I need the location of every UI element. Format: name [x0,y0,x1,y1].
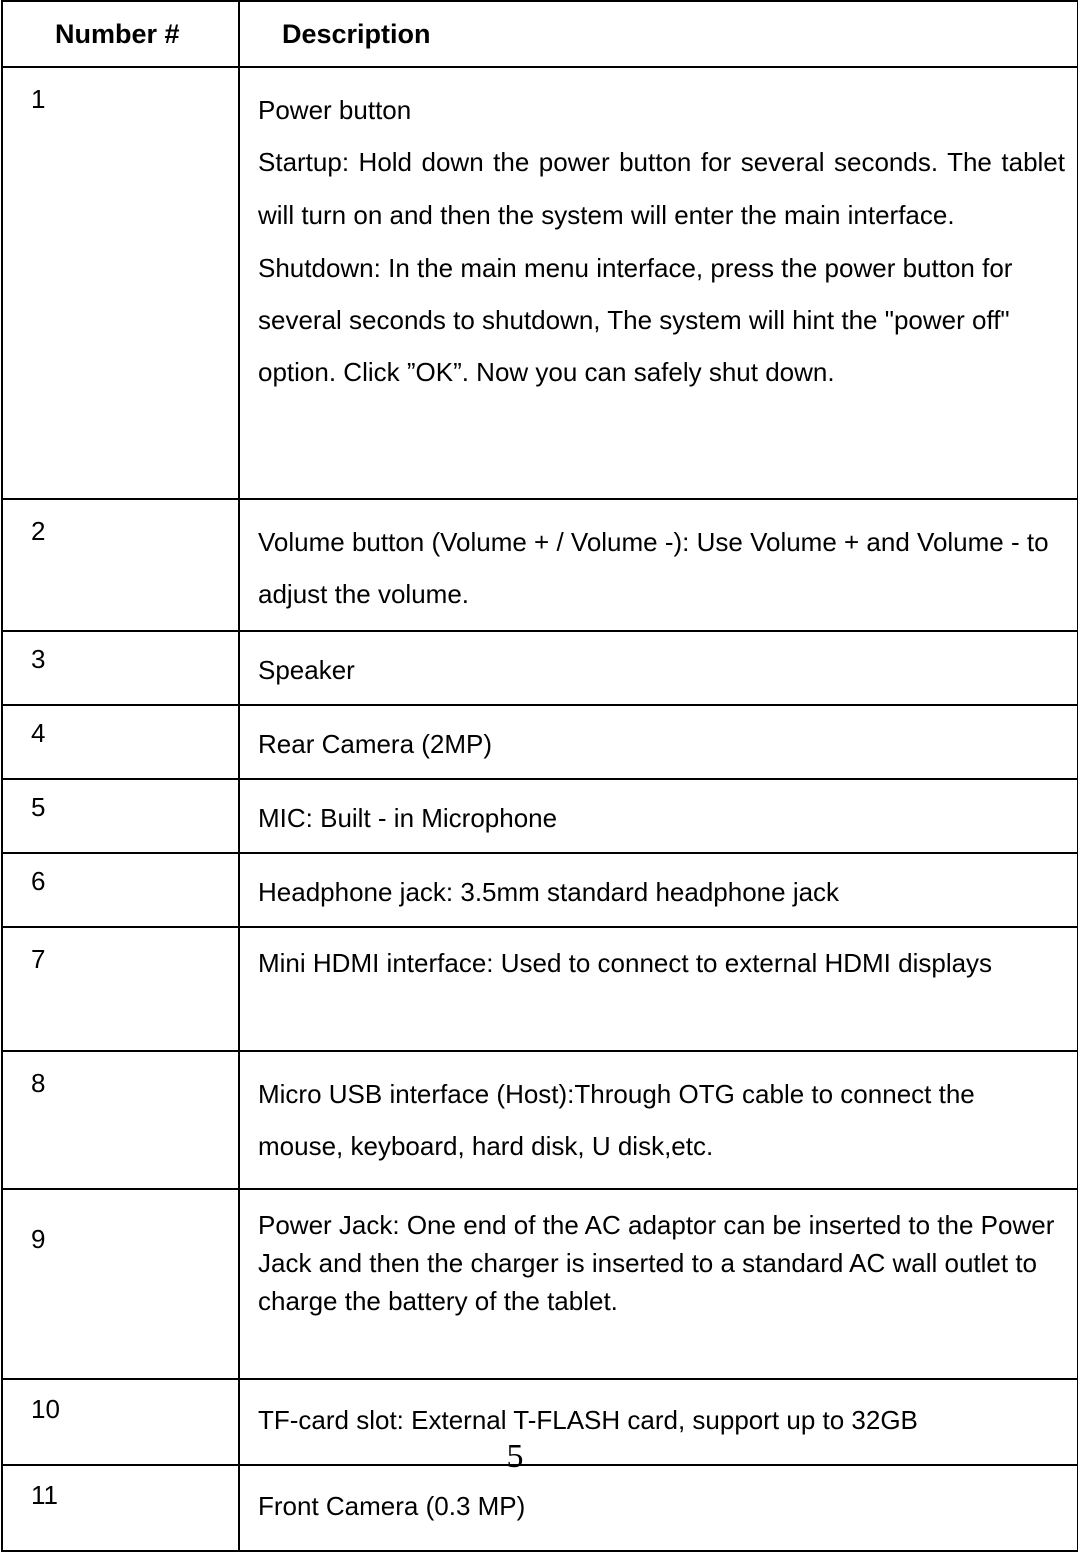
row-description: Volume button (Volume + / Volume -): Use Volume + and Volume - to adjust the volume. [239,499,1078,631]
row-number: 5 [2,779,239,853]
table-row [2,853,1078,927]
row-number: 4 [2,705,239,779]
row-number: 8 [2,1051,239,1189]
table-row [2,705,1078,779]
table-row [2,1051,1078,1189]
row-description: Power Jack: One end of the AC adaptor can be inserted to the Power Jack and then the charger is inserted to a standard AC wall outlet to charge the battery of the tablet. [239,1189,1078,1379]
row-number: 1 [2,67,239,499]
row-number: 10 [2,1379,239,1465]
row-description: Front Camera (0.3 MP) [239,1465,1078,1551]
table-row [2,927,1078,1051]
row-description: Micro USB interface (Host):Through OTG cable to connect the mouse, keyboard, hard disk, U disk,etc. [239,1051,1078,1189]
table-row [2,779,1078,853]
row-description: MIC: Built - in Microphone [239,779,1078,853]
row-description: Rear Camera (2MP) [239,705,1078,779]
row-number: 3 [2,631,239,705]
row-description-title: Power button [258,95,412,125]
row-description: Headphone jack: 3.5mm standard headphone jack [239,853,1078,927]
row-description [239,67,1078,499]
table-row [2,631,1078,705]
row-number: 11 [2,1465,239,1551]
header-description: Description [239,1,1078,67]
row-description: Mini HDMI interface: Used to connect to external HDMI displays [239,927,1078,1051]
row-number: 9 [2,1189,239,1379]
row-description: Speaker [239,631,1078,705]
table-row [2,499,1078,631]
header-row [2,1,1078,67]
row-description-startup: Startup: Hold down the power button for several seconds. The tablet will turn on and then the system will enter the main interface. [258,147,1065,230]
row-number: 7 [2,927,239,1051]
header-number: Number # [2,1,239,67]
table-row [2,67,1078,499]
row-description: TF-card slot: External T-FLASH card, support up to 32GB [239,1379,1078,1465]
table-row [2,1189,1078,1379]
page-number: 5 [506,1438,524,1475]
row-number: 6 [2,853,239,927]
row-number: 2 [2,499,239,631]
row-description-shutdown: Shutdown: In the main menu interface, press the power button for several seconds to shutdown, The system will hint the "power off" option. Click ”OK”. Now you can safely shut down. [258,253,1013,387]
spec-table [1,0,1078,1552]
